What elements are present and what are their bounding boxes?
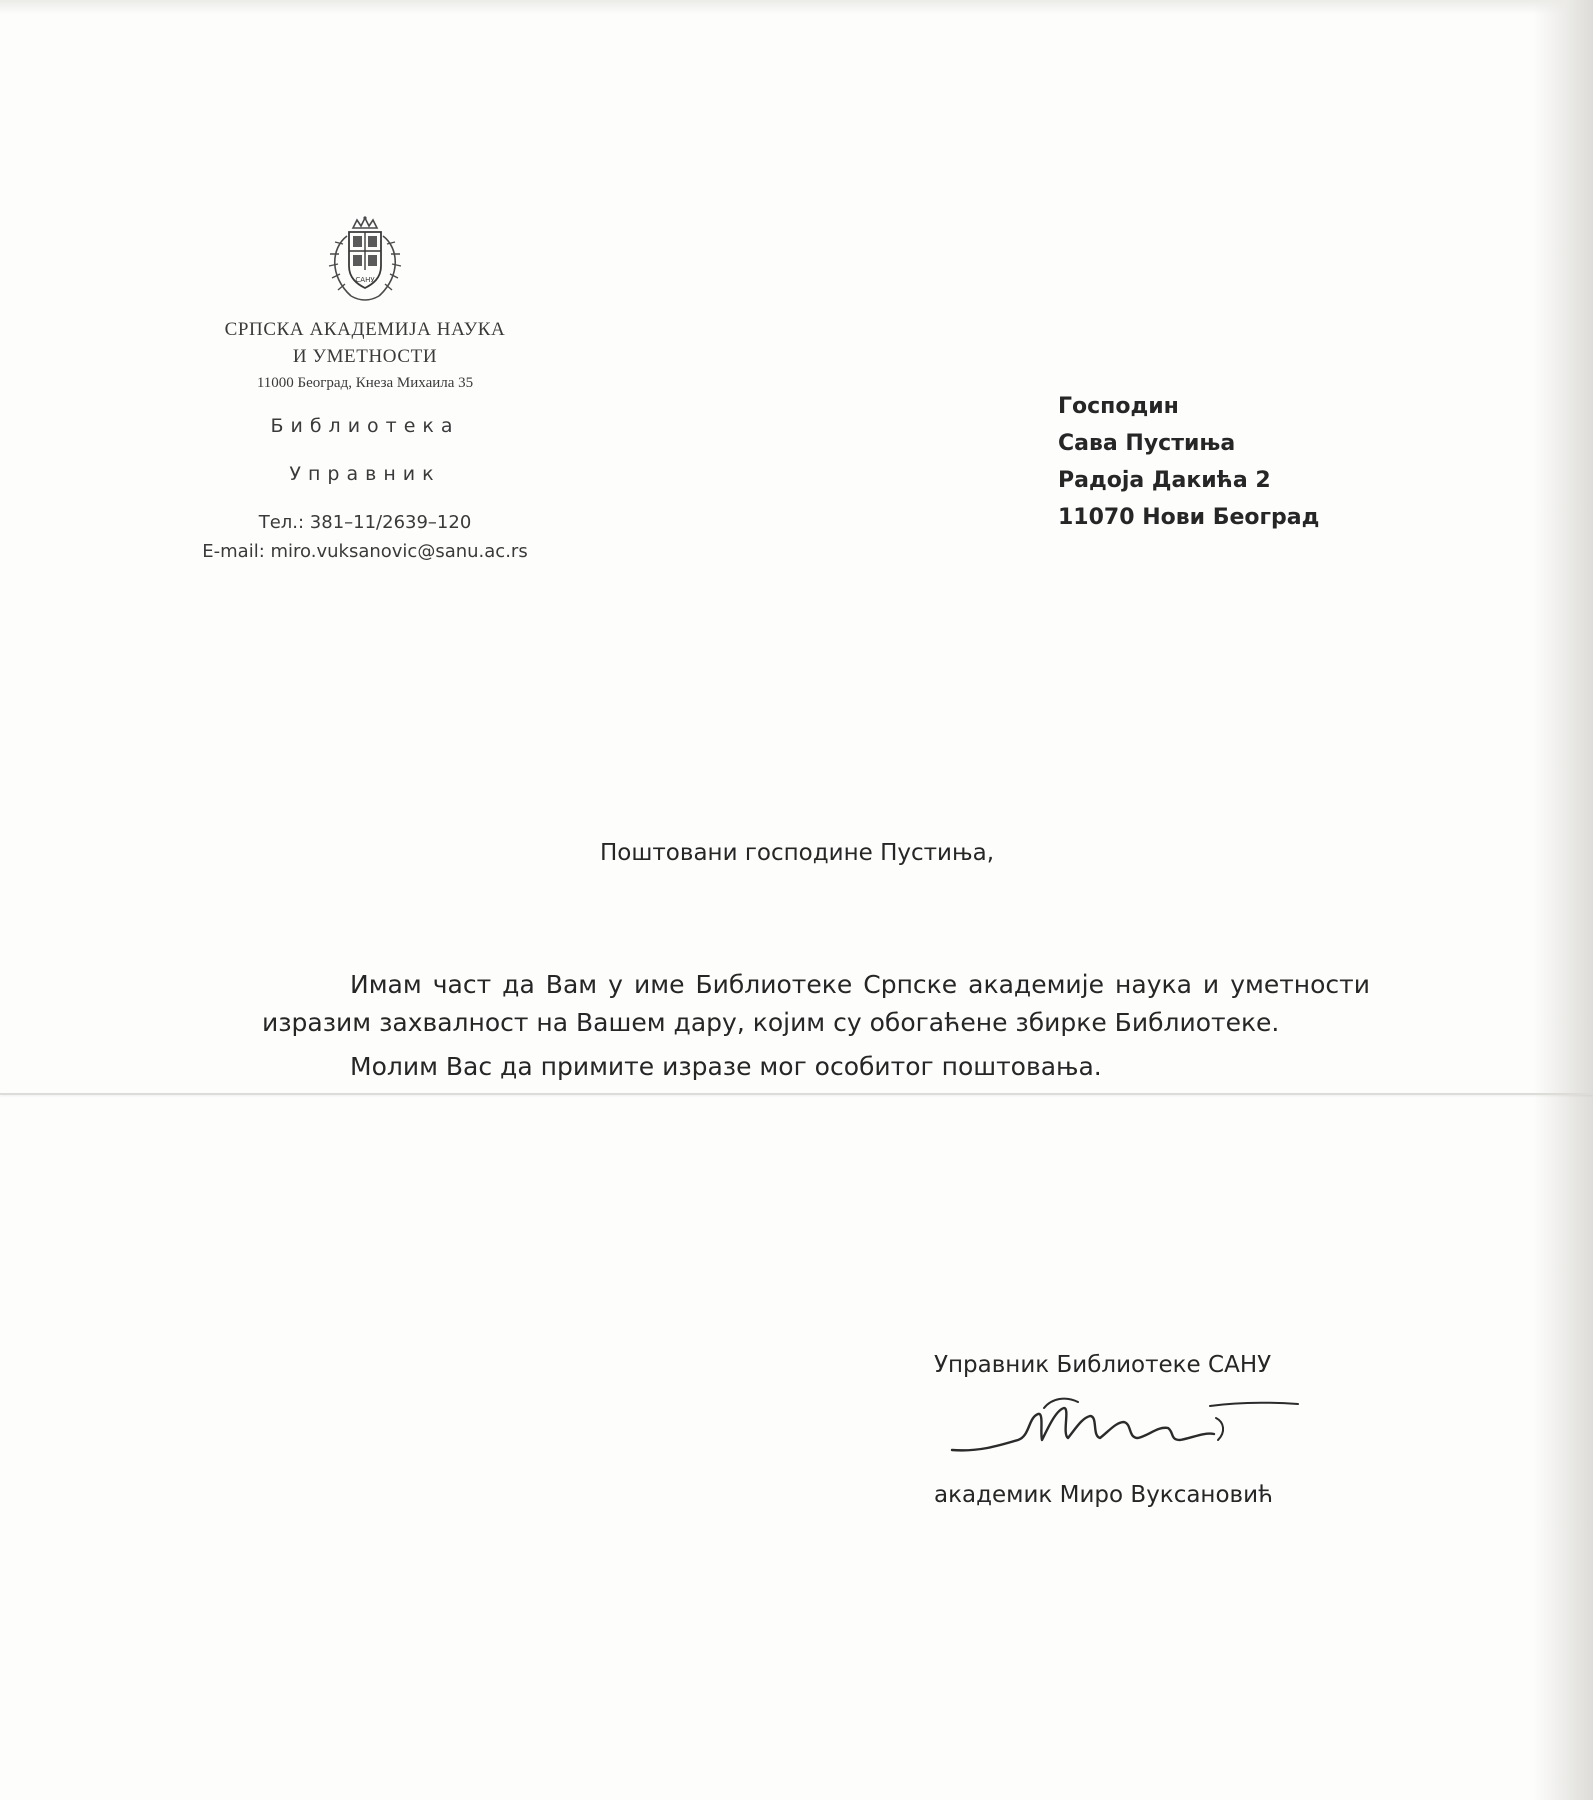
handwritten-signature-icon — [948, 1388, 1318, 1476]
signatory-title: Управник Библиотеке САНУ — [934, 1352, 1272, 1378]
email-address: E-mail: miro.vuksanovic@sanu.ac.rs — [202, 541, 528, 562]
recipient-address — [1058, 388, 1319, 536]
svg-text:САНУ: САНУ — [355, 276, 375, 284]
department-role: Управник — [289, 463, 441, 485]
closing-paragraph: Молим Вас да примите изразе мог особитог поштовања. — [350, 1052, 1102, 1081]
letter-body — [262, 966, 1370, 1086]
phone-number: Тел.: 381–11/2639–120 — [258, 512, 472, 533]
recipient-honorific: Господин — [1058, 394, 1179, 419]
salutation: Поштовани господине Пустиња, — [600, 840, 995, 866]
paper-fold-crease — [0, 1093, 1593, 1095]
signatory-name: академик Миро Вуксановић — [934, 1482, 1274, 1508]
contact-block — [170, 508, 560, 566]
recipient-street: Радоја Дакића 2 — [1058, 468, 1271, 493]
recipient-name: Сава Пустиња — [1058, 431, 1236, 456]
body-paragraph: Имам част да Вам у име Библиотеке Српске академије наука и уметности изразим захвалност на Вашем дару, којим су обогаћене збирке Библиотеке. — [262, 970, 1370, 1037]
sanu-emblem-icon — [317, 214, 413, 308]
letterhead — [170, 214, 560, 566]
department-name: Библиотека — [270, 415, 460, 437]
org-name-line1: СРПСКА АКАДЕМИЈА НАУКА — [224, 319, 506, 340]
signature-block — [934, 1352, 1374, 1508]
org-name-line2: И УМЕТНОСТИ — [292, 346, 438, 367]
recipient-city: 11070 Нови Београд — [1058, 505, 1320, 530]
org-address: 11000 Београд, Кнеза Михаила 35 — [256, 375, 474, 391]
scan-edge-shadow — [1533, 0, 1593, 1800]
scan-top-shadow — [0, 0, 1593, 14]
